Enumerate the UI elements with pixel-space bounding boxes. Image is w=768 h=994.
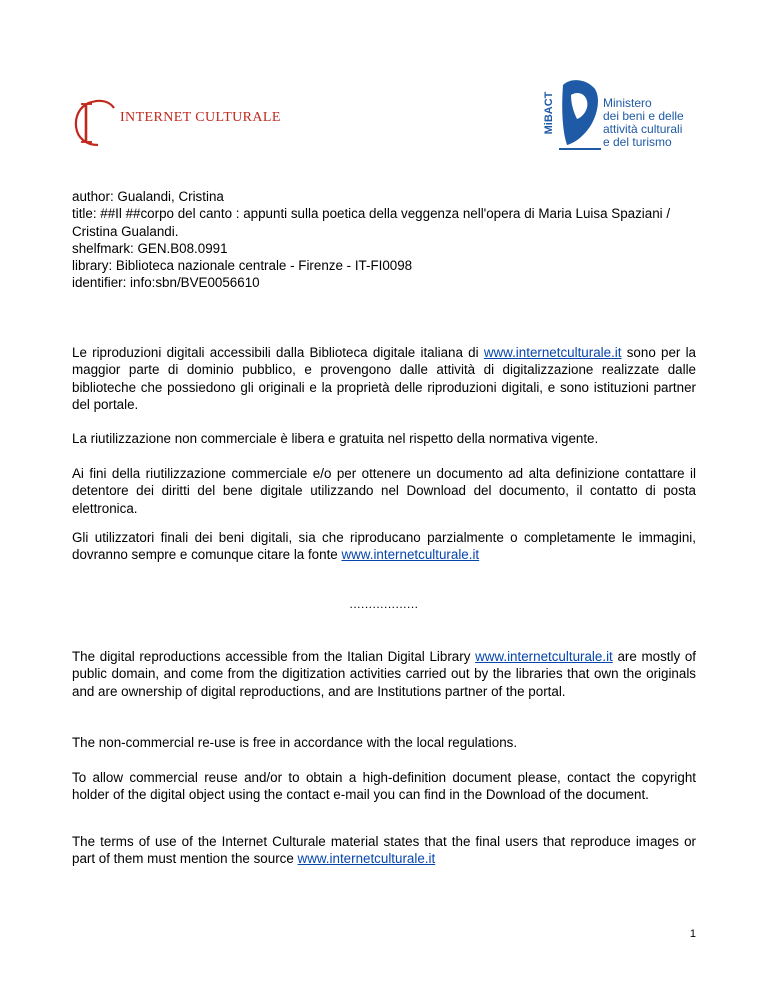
- internet-culturale-logo: [70, 96, 281, 148]
- meta-title: title: ##Il ##corpo del canto : appunti sulla poetica della veggenza nell'opera di Maria Luisa Spaziani / Cristina Gualandi.: [72, 206, 671, 239]
- internetculturale-link[interactable]: www.internetculturale.it: [297, 851, 436, 867]
- mibact-line: Ministero: [603, 96, 652, 110]
- it-paragraph-4: Gli utilizzatori finali dei beni digitali, sia che riproducano parzialmente o completamente le immagini, dovranno sempre e comunque citare la fonte www.internetculturale.it: [72, 530, 696, 563]
- mibact-wordmark: [603, 97, 684, 149]
- en-paragraph-4: The terms of use of the Internet Culturale material states that the final users that reproduce images or part of them must mention the source www.internetculturale.it: [72, 834, 696, 867]
- mibact-vertical-label: MiBACT: [543, 91, 555, 135]
- meta-identifier: identifier: info:sbn/BVE0056610: [72, 275, 260, 291]
- mibact-logo: [541, 71, 711, 161]
- en-paragraph-3: To allow commercial reuse and/or to obtain a high-definition document please, contact the copyright holder of the digital object using the contact e-mail you can find in the Download of the document.: [72, 770, 696, 803]
- it-paragraph-3: Ai fini della riutilizzazione commerciale e/o per ottenere un documento ad alta definizione contattare il detentore dei diritti del bene digitale utilizzando nel Download del documento, il contatto di posta elettronica.: [72, 466, 696, 516]
- ic-logo-wordmark: INTERNET CULTURALE: [120, 110, 281, 125]
- internetculturale-link[interactable]: www.internetculturale.it: [483, 345, 622, 360]
- meta-shelfmark: shelfmark: GEN.B08.0991: [72, 240, 228, 256]
- en-paragraph-2: The non-commercial re-use is free in accordance with the local regulations.: [72, 735, 518, 750]
- mibact-line: dei beni e delle: [603, 109, 684, 123]
- it-paragraph-1: Le riproduzioni digitali accessibili dalla Biblioteca digitale italiana di www.internetculturale.it sono per la maggior parte di dominio pubblico, e provengono dalle attività di digitalizzazione realizzate dalle biblioteche che possiedono gli originali e la proprietà delle riproduzioni digitali, e sono istituzioni partner del portale.: [72, 345, 696, 412]
- mibact-emblem-icon: [557, 73, 603, 153]
- mibact-line: e del turismo: [603, 135, 672, 149]
- page-number: 1: [689, 928, 696, 940]
- separator: ..................: [349, 597, 419, 611]
- metadata-block: [72, 188, 702, 292]
- internetculturale-link[interactable]: www.internetculturale.it: [475, 649, 613, 664]
- mibact-line: attività culturali: [603, 122, 683, 136]
- meta-author: author: Gualandi, Cristina: [72, 189, 224, 204]
- meta-library: library: Biblioteca nazionale centrale - Firenze - IT-FI0098: [72, 258, 413, 274]
- internetculturale-link[interactable]: www.internetculturale.it: [341, 547, 480, 563]
- en-paragraph-1: The digital reproductions accessible from the Italian Digital Library www.internetculturale.it are mostly of public domain, and come from the digitization activities carried out by the libraries that own the originals and are ownership of digital reproductions, and are Institutions partner of the portal.: [72, 649, 697, 699]
- it-paragraph-2: La riutilizzazione non commerciale è libera e gratuita nel rispetto della normativa vigente.: [72, 431, 599, 446]
- ic-monogram-icon: [70, 96, 120, 148]
